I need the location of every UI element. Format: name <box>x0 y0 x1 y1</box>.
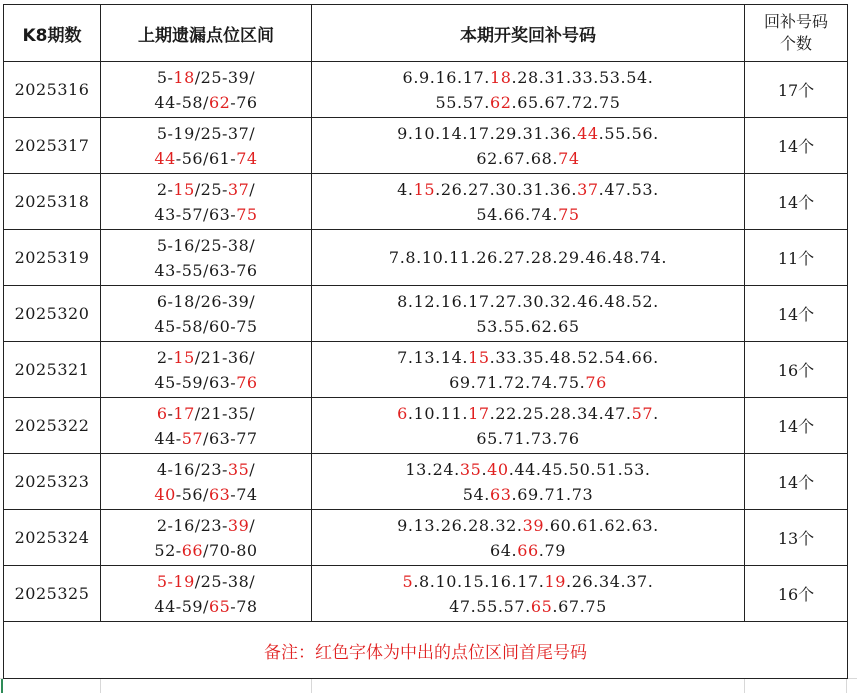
highlight-number: 66 <box>181 540 204 560</box>
number-text: 7.13.14. <box>397 347 469 367</box>
highlight-number: 40 <box>154 484 176 504</box>
draw-line <box>312 482 744 507</box>
number-text: 5- <box>156 67 174 87</box>
intervals-cell[interactable] <box>101 398 312 454</box>
number-text: 44-59/ <box>154 596 209 616</box>
highlight-number: 15 <box>468 347 490 367</box>
draw-line <box>312 569 744 594</box>
highlight-number: 15 <box>413 179 436 199</box>
draw-cell[interactable] <box>312 566 745 622</box>
period-cell[interactable]: 2025317 <box>4 118 101 174</box>
draw-line <box>312 401 744 426</box>
intervals-line <box>101 370 311 395</box>
number-text: .44.45.50.51.53. <box>508 459 651 479</box>
highlight-number: 65 <box>208 596 231 616</box>
number-text: 47.55.57. <box>449 596 531 616</box>
draw-cell[interactable] <box>312 398 745 454</box>
intervals-line <box>101 314 311 339</box>
number-text: 2- <box>156 179 174 199</box>
intervals-cell[interactable] <box>101 174 312 230</box>
number-text: 9.13.26.28.32. <box>397 515 523 535</box>
intervals-line <box>101 594 311 619</box>
highlight-number: 40 <box>487 459 509 479</box>
number-text: /21-35/ <box>194 403 256 423</box>
highlight-number: 39 <box>522 515 545 535</box>
draw-cell[interactable] <box>312 510 745 566</box>
number-text: 54.66.74. <box>476 204 559 224</box>
header-count[interactable] <box>745 5 848 62</box>
table-row <box>4 174 848 230</box>
intervals-line <box>101 289 311 314</box>
number-text: 4. <box>397 179 414 199</box>
table-row <box>4 454 848 510</box>
highlight-number: 57 <box>631 403 654 423</box>
intervals-cell[interactable] <box>101 286 312 342</box>
number-text: 5-16/25-38/ <box>156 235 256 255</box>
highlight-number: 65 <box>530 596 553 616</box>
draw-line <box>312 177 744 202</box>
intervals-line <box>101 233 311 258</box>
draw-cell[interactable] <box>312 454 745 510</box>
intervals-line <box>101 482 311 507</box>
table-row <box>4 230 848 286</box>
draw-cell[interactable] <box>312 118 745 174</box>
highlight-number: 35 <box>459 459 482 479</box>
table-body <box>4 62 848 622</box>
sheet-gridline <box>311 678 312 693</box>
count-cell[interactable]: 14个 <box>745 398 848 454</box>
table-row <box>4 118 848 174</box>
highlight-number: 44 <box>577 123 599 143</box>
number-text: 4-16/23- <box>156 459 228 479</box>
number-text: .26.27.30.31.36. <box>435 179 578 199</box>
intervals-line <box>101 146 311 171</box>
highlight-number: 44 <box>154 148 176 168</box>
intervals-cell[interactable] <box>101 510 312 566</box>
number-text: 62.67.68. <box>476 148 559 168</box>
intervals-line <box>101 513 311 538</box>
period-cell[interactable]: 2025324 <box>4 510 101 566</box>
draw-line <box>312 345 744 370</box>
table-row <box>4 566 848 622</box>
table-row <box>4 62 848 118</box>
count-cell[interactable]: 14个 <box>745 118 848 174</box>
intervals-line <box>101 90 311 115</box>
highlight-number: 5 <box>402 571 414 591</box>
number-text: 43-57/63- <box>154 204 237 224</box>
highlight-number: 15 <box>173 179 195 199</box>
highlight-number: 37 <box>227 179 250 199</box>
note-cell[interactable]: 备注：红色字体为中出的点位区间首尾号码 <box>4 622 848 679</box>
intervals-line <box>101 401 311 426</box>
draw-cell[interactable] <box>312 174 745 230</box>
number-text: -56/ <box>175 484 209 504</box>
draw-cell[interactable] <box>312 342 745 398</box>
period-cell[interactable]: 2025320 <box>4 286 101 342</box>
number-text: 69.71.72.74.75. <box>449 372 586 392</box>
number-text: /25- <box>194 179 228 199</box>
count-cell[interactable]: 16个 <box>745 566 848 622</box>
draw-line <box>312 65 744 90</box>
number-text: 2- <box>156 347 174 367</box>
cell-cursor-marker <box>1 679 3 693</box>
intervals-cell[interactable] <box>101 118 312 174</box>
intervals-line <box>101 177 311 202</box>
intervals-line <box>101 121 311 146</box>
intervals-cell[interactable] <box>101 454 312 510</box>
period-cell[interactable]: 2025322 <box>4 398 101 454</box>
number-text: / <box>249 179 256 199</box>
highlight-number: 18 <box>489 67 512 87</box>
number-text: - <box>167 403 174 423</box>
highlight-number: 18 <box>173 67 195 87</box>
sheet-gridline <box>744 678 745 693</box>
intervals-line <box>101 345 311 370</box>
number-text: .47.53. <box>598 179 659 199</box>
number-text: 7.8.10.11.26.27.28.29.46.48.74. <box>388 248 668 267</box>
number-text: -76 <box>230 92 258 112</box>
draw-line <box>312 538 744 563</box>
number-text: -74 <box>230 484 258 504</box>
number-text: . <box>653 403 659 423</box>
number-text: 65.71.73.76 <box>476 428 580 448</box>
draw-line <box>312 513 744 538</box>
highlight-number: 39 <box>227 515 250 535</box>
highlight-number: 57 <box>181 428 204 448</box>
count-cell[interactable]: 17个 <box>745 62 848 118</box>
highlight-number: 6 <box>397 403 408 423</box>
number-text: 53.55.62.65 <box>476 316 580 336</box>
highlight-number: 63 <box>208 484 231 504</box>
number-text: .8.10.15.16.17. <box>413 571 545 591</box>
highlight-number: 6 <box>156 403 168 423</box>
sheet-gridline-strip <box>0 678 857 694</box>
number-text: 2-16/23- <box>156 515 228 535</box>
number-text: .33.35.48.52.54.66. <box>489 347 659 367</box>
table-row <box>4 510 848 566</box>
sheet-gridline <box>100 678 101 693</box>
draw-line <box>312 90 744 115</box>
highlight-number: 66 <box>517 540 539 560</box>
number-text: 52- <box>154 540 182 560</box>
intervals-cell[interactable] <box>101 62 312 118</box>
draw-line <box>312 146 744 171</box>
highlight-number: 19 <box>544 571 567 591</box>
highlight-number: 5-19 <box>156 571 195 591</box>
highlight-number: 62 <box>489 92 512 112</box>
number-text: .69.71.73 <box>511 484 594 504</box>
highlight-number: 62 <box>208 92 231 112</box>
number-text: /25-39/ <box>194 67 256 87</box>
table-row <box>4 286 848 342</box>
period-cell[interactable]: 2025325 <box>4 566 101 622</box>
number-text: 9.10.14.17.29.31.36. <box>397 123 578 143</box>
draw-line <box>312 426 744 451</box>
number-text: .28.31.33.53.54. <box>511 67 654 87</box>
number-text: 45-58/60-75 <box>154 316 258 336</box>
highlight-number: 63 <box>489 484 512 504</box>
draw-cell[interactable] <box>312 230 745 286</box>
number-text: 43-55/63-76 <box>154 260 258 280</box>
draw-line <box>312 594 744 619</box>
note-row <box>4 622 848 679</box>
intervals-line <box>101 258 311 283</box>
intervals-line <box>101 65 311 90</box>
number-text: /70-80 <box>203 540 258 560</box>
number-text: 13.24. <box>405 459 460 479</box>
draw-cell[interactable] <box>312 286 745 342</box>
count-cell[interactable]: 11个 <box>745 230 848 286</box>
number-text: . <box>481 459 488 479</box>
highlight-number: 17 <box>173 403 195 423</box>
number-text: -56/61- <box>175 148 237 168</box>
period-cell[interactable]: 2025323 <box>4 454 101 510</box>
period-cell[interactable]: 2025318 <box>4 174 101 230</box>
highlight-number: 75 <box>236 204 258 224</box>
intervals-line <box>101 569 311 594</box>
k8-replenish-table <box>3 4 848 679</box>
header-period[interactable]: K8期数 <box>4 5 101 62</box>
number-text: -78 <box>230 596 258 616</box>
number-text: 45-59/63- <box>154 372 237 392</box>
header-count-line1: 回补号码 <box>763 12 828 31</box>
number-text: 5-19/25-37/ <box>156 123 256 143</box>
number-text: .22.25.28.34.47. <box>489 403 632 423</box>
intervals-cell[interactable] <box>101 230 312 286</box>
number-text: 44- <box>154 428 182 448</box>
header-intervals[interactable]: 上期遗漏点位区间 <box>101 5 312 62</box>
count-cell[interactable]: 14个 <box>745 454 848 510</box>
highlight-number: 74 <box>236 148 258 168</box>
number-text: .60.61.62.63. <box>544 515 659 535</box>
intervals-line <box>101 202 311 227</box>
highlight-number: 35 <box>227 459 250 479</box>
number-text: 6.9.16.17. <box>402 67 490 87</box>
count-cell[interactable]: 16个 <box>745 342 848 398</box>
intervals-cell[interactable] <box>101 342 312 398</box>
highlight-number: 17 <box>468 403 490 423</box>
highlight-number: 15 <box>173 347 195 367</box>
number-text: 64. <box>489 540 518 560</box>
draw-line <box>312 245 744 270</box>
number-text: .10.11. <box>407 403 469 423</box>
number-text: 6-18/26-39/ <box>156 291 256 311</box>
period-cell[interactable]: 2025316 <box>4 62 101 118</box>
number-text: /21-36/ <box>194 347 256 367</box>
intervals-line <box>101 426 311 451</box>
number-text: 8.12.16.17.27.30.32.46.48.52. <box>397 291 659 311</box>
header-count-line2: 个数 <box>779 34 812 53</box>
highlight-number: 75 <box>558 204 580 224</box>
table-row <box>4 398 848 454</box>
number-text: 55.57. <box>435 92 490 112</box>
number-text: 54. <box>462 484 490 504</box>
highlight-number: 76 <box>236 372 258 392</box>
intervals-cell[interactable] <box>101 566 312 622</box>
period-cell[interactable]: 2025319 <box>4 230 101 286</box>
number-text: / <box>249 515 256 535</box>
number-text: .55.56. <box>598 123 659 143</box>
highlight-number: 37 <box>577 179 599 199</box>
number-text: .79 <box>538 540 567 560</box>
draw-line <box>312 202 744 227</box>
intervals-line <box>101 457 311 482</box>
draw-line <box>312 121 744 146</box>
draw-line <box>312 289 744 314</box>
number-text: / <box>249 459 256 479</box>
highlight-number: 76 <box>585 372 607 392</box>
draw-line <box>312 370 744 395</box>
period-cell[interactable]: 2025321 <box>4 342 101 398</box>
count-cell[interactable]: 14个 <box>745 286 848 342</box>
count-cell[interactable]: 14个 <box>745 174 848 230</box>
draw-line <box>312 314 744 339</box>
draw-cell[interactable] <box>312 62 745 118</box>
header-row <box>4 5 848 62</box>
number-text: 44-58/ <box>154 92 209 112</box>
number-text: .67.75 <box>552 596 607 616</box>
number-text: /25-38/ <box>194 571 256 591</box>
number-text: /63-77 <box>203 428 258 448</box>
header-draw[interactable]: 本期开奖回补号码 <box>312 5 745 62</box>
count-cell[interactable]: 13个 <box>745 510 848 566</box>
intervals-line <box>101 538 311 563</box>
draw-line <box>312 457 744 482</box>
table-row <box>4 342 848 398</box>
number-text: .26.34.37. <box>566 571 654 591</box>
highlight-number: 74 <box>558 148 580 168</box>
sheet-gridline <box>846 678 847 693</box>
number-text: .65.67.72.75 <box>511 92 621 112</box>
